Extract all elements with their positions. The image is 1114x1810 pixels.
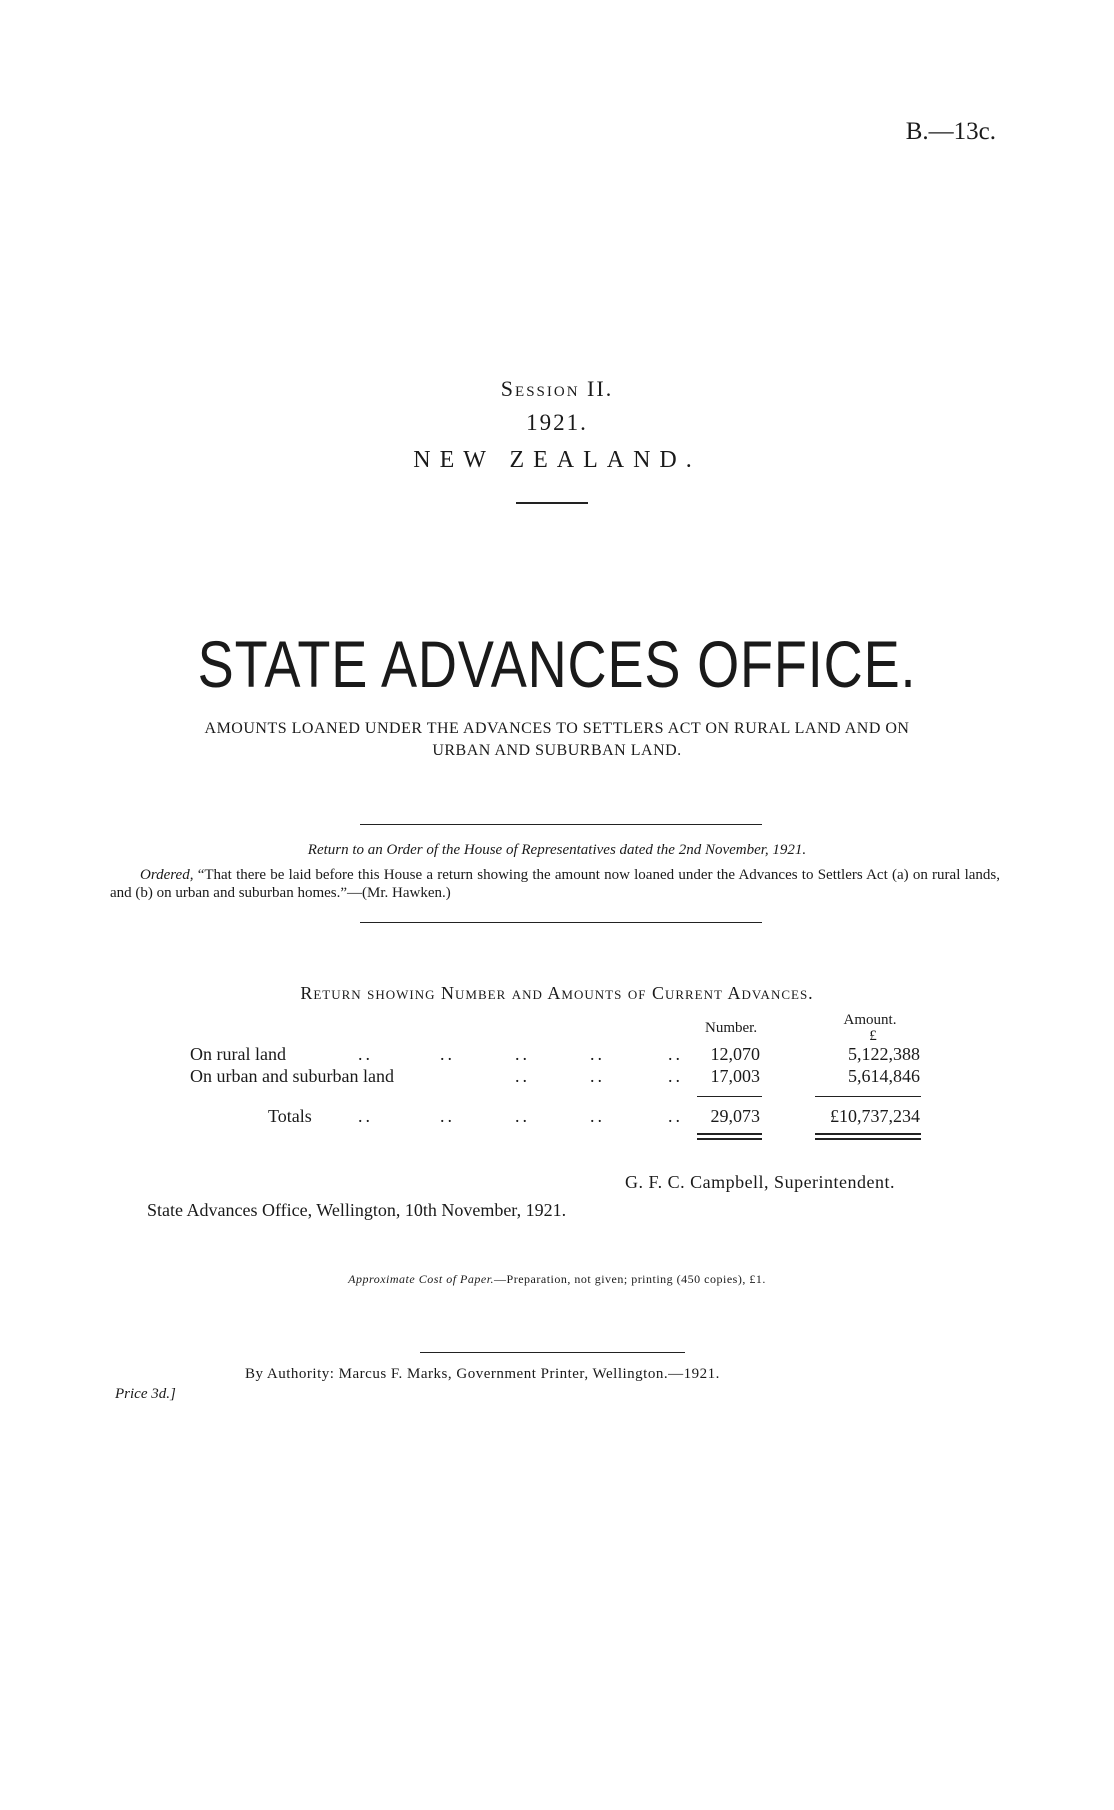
divider-bottom bbox=[360, 922, 762, 923]
session-year: 1921. bbox=[526, 410, 588, 435]
leader-dots: .. bbox=[440, 1044, 455, 1064]
leader-dots: .. bbox=[668, 1066, 683, 1086]
session-label: Session II. bbox=[500, 376, 614, 401]
column-header-amount: Amount. bbox=[843, 1012, 897, 1028]
column-header-amount-unit: £ bbox=[869, 1028, 877, 1044]
leader-dots: .. bbox=[515, 1044, 530, 1064]
totals-label: Totals bbox=[268, 1106, 312, 1126]
ordered-label: Ordered, bbox=[140, 867, 194, 883]
table-row-totals bbox=[190, 1106, 920, 1130]
leader-dots: .. bbox=[358, 1044, 373, 1064]
country-name: NEW ZEALAND. bbox=[413, 447, 701, 473]
row-label: On rural land bbox=[190, 1044, 286, 1064]
leader-dots: .. bbox=[515, 1066, 530, 1086]
leader-dots: .. bbox=[515, 1106, 530, 1126]
cost-note bbox=[0, 1272, 1114, 1287]
divider-footer bbox=[420, 1352, 685, 1353]
table-row bbox=[190, 1044, 920, 1068]
row-amount: 5,614,846 bbox=[848, 1066, 920, 1086]
subtitle-line-2: URBAN AND SUBURBAN LAND. bbox=[432, 742, 682, 759]
cost-label: Approximate Cost of Paper. bbox=[348, 1272, 495, 1286]
totals-amount: £10,737,234 bbox=[830, 1106, 920, 1126]
total-rule-amount-2 bbox=[815, 1138, 921, 1140]
table-title: Return showing Number and Amounts of Current Advances. bbox=[300, 983, 814, 1003]
subtitle-line-1: AMOUNTS LOANED UNDER THE ADVANCES TO SETTLERS ACT ON RURAL LAND AND ON bbox=[204, 720, 910, 737]
subtotal-rule-number bbox=[697, 1096, 762, 1097]
place-date: State Advances Office, Wellington, 10th November, 1921. bbox=[147, 1200, 567, 1220]
ordered-text: “That there be laid before this House a return showing the amount now loaned under the Advances to Settlers Act (a) on rural lands, and (b) on urban and suburban homes.”—(Mr. Hawken.) bbox=[110, 867, 1001, 901]
row-number: 17,003 bbox=[710, 1066, 760, 1086]
total-rule-amount-1 bbox=[815, 1133, 921, 1135]
document-reference: B.—13c. bbox=[905, 118, 996, 145]
leader-dots: .. bbox=[358, 1106, 373, 1126]
row-amount: 5,122,388 bbox=[848, 1044, 920, 1064]
leader-dots: .. bbox=[590, 1106, 605, 1126]
signature: G. F. C. Campbell, Superintendent. bbox=[625, 1172, 896, 1192]
printer-authority: By Authority: Marcus F. Marks, Government Printer, Wellington.—1921. bbox=[245, 1366, 720, 1382]
page-title: STATE ADVANCES OFFICE. bbox=[197, 627, 917, 701]
total-rule-number-2 bbox=[697, 1138, 762, 1140]
leader-dots: .. bbox=[668, 1106, 683, 1126]
ordered-paragraph bbox=[110, 866, 1000, 902]
leader-dots: .. bbox=[590, 1066, 605, 1086]
total-rule-number-1 bbox=[697, 1133, 762, 1135]
column-header-number: Number. bbox=[705, 1020, 758, 1036]
leader-dots: .. bbox=[440, 1106, 455, 1126]
divider-top bbox=[360, 824, 762, 825]
page-subtitle bbox=[0, 718, 1114, 762]
subtotal-rule-amount bbox=[815, 1096, 921, 1097]
leader-dots: .. bbox=[668, 1044, 683, 1064]
cost-text: —Preparation, not given; printing (450 copies), £1. bbox=[494, 1272, 766, 1286]
row-label: On urban and suburban land bbox=[190, 1066, 394, 1086]
table-row bbox=[190, 1066, 920, 1090]
leader-dots: .. bbox=[590, 1044, 605, 1064]
divider-short bbox=[516, 502, 588, 504]
price-label: Price 3d.] bbox=[115, 1386, 176, 1402]
row-number: 12,070 bbox=[710, 1044, 760, 1064]
return-line: Return to an Order of the House of Representatives dated the 2nd November, 1921. bbox=[307, 842, 807, 858]
totals-number: 29,073 bbox=[710, 1106, 760, 1126]
